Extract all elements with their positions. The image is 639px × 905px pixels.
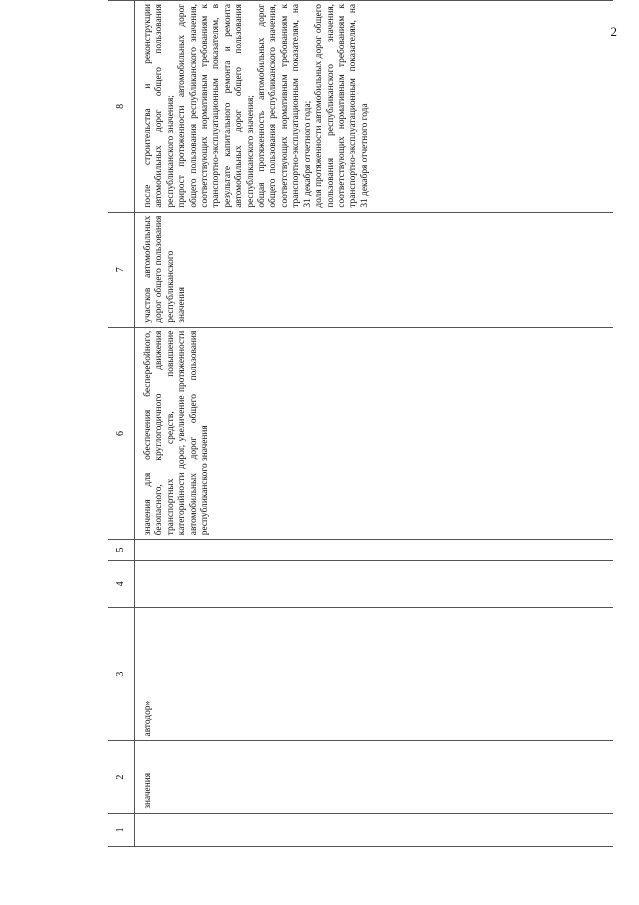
cell-col-6: значения для обеспечения бесперебойного, безопасного, круглогодичного движения транспортных средств, повышение категорийности дорог, увеличение протяженности автомобильных дорог общего пользования республиканского значения	[135, 327, 614, 539]
column-number-row	[108, 1, 135, 847]
col-header-4: 4	[108, 560, 135, 607]
col-header-5: 5	[108, 540, 135, 561]
cell-col-2: значения	[135, 741, 614, 813]
cell-col-3: автодор»	[135, 607, 614, 741]
col-header-1: 1	[108, 813, 135, 846]
indicator-table	[108, 0, 613, 847]
cell-col-1	[135, 813, 614, 846]
col-header-2: 2	[108, 741, 135, 813]
col-header-7: 7	[108, 212, 135, 327]
cell-col-4	[135, 560, 614, 607]
table-row	[135, 1, 614, 847]
col-header-3: 3	[108, 607, 135, 741]
cell-col-7: участков автомобильных дорог общего пользования республиканского значения	[135, 212, 614, 327]
cell-col-8: после строительства и реконструкции автомобильных дорог общего пользования республиканского значения; прирост протяженности автомобильных дорог общего пользования республиканского значения, соответствующих нормативным требованиям к транспортно-эксплуатационным показателям, в результате капитального ремонта и ремонта автомобильных дорог общего пользования республиканского значения; общая протяженность автомобильных дорог общего пользования республиканского значения, соответствующих нормативным требованиям к транспортно-эксплуатационным показателям, на 31 декабря отчетного года; доля протяженности автомобильных дорог общего пользования республиканского значения, соответствующих нормативным требованиям к транспортно-эксплуатационным показателям, на 31 декабря отчетного года	[135, 1, 614, 213]
col-header-8: 8	[108, 1, 135, 213]
col-header-6: 6	[108, 327, 135, 539]
cell-col-5	[135, 540, 614, 561]
page-number: 2	[610, 24, 617, 39]
